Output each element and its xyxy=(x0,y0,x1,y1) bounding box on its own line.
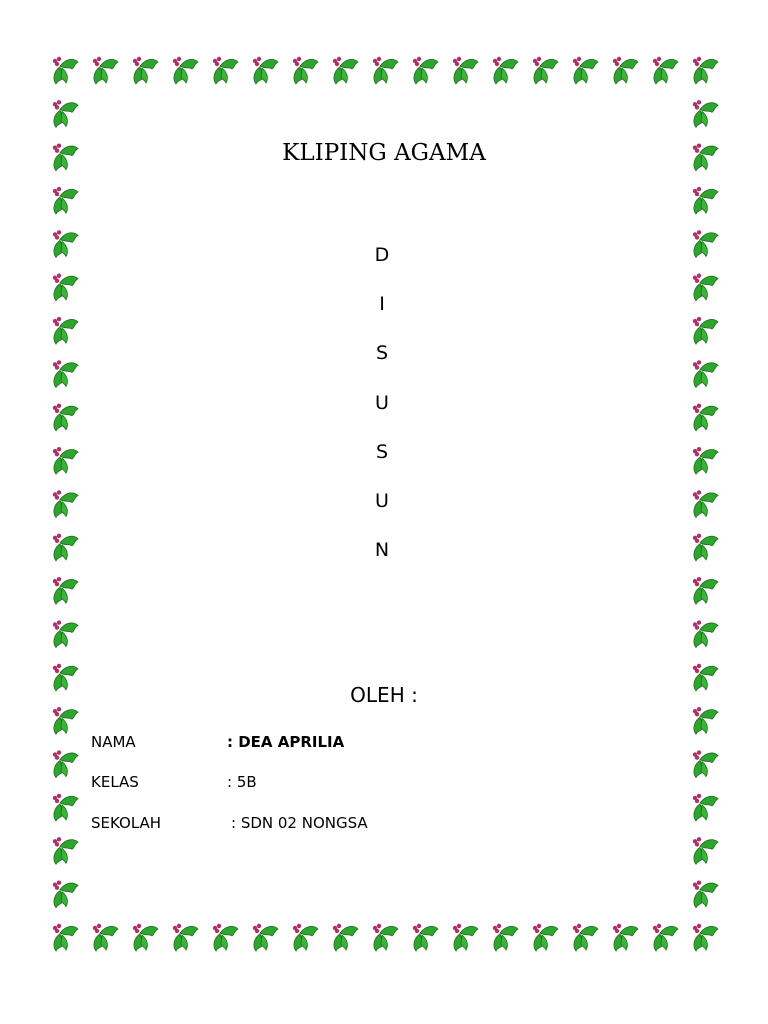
holly-motif xyxy=(213,924,238,951)
holly-motif xyxy=(93,924,118,951)
border-bottom xyxy=(53,924,718,951)
holly-motif xyxy=(53,447,78,474)
holly-motif xyxy=(173,924,198,951)
holly-motif xyxy=(693,794,718,821)
holly-motif xyxy=(93,57,118,84)
holly-motif xyxy=(693,100,718,127)
vertical-letter: S xyxy=(375,440,389,463)
holly-motif xyxy=(693,707,718,734)
border-right xyxy=(693,100,718,908)
holly-motif xyxy=(533,924,558,951)
holly-motif xyxy=(53,490,78,517)
border-left xyxy=(53,100,78,908)
holly-motif xyxy=(693,317,718,344)
holly-motif xyxy=(53,794,78,821)
info-label: SEKOLAH xyxy=(91,814,162,832)
holly-motif xyxy=(373,924,398,951)
holly-motif xyxy=(613,57,638,84)
holly-motif xyxy=(453,57,478,84)
vertical-letter: S xyxy=(375,342,389,365)
holly-motif xyxy=(653,924,678,951)
holly-motif xyxy=(693,404,718,431)
info-value: : SDN 02 NONGSA xyxy=(231,814,368,832)
holly-motif xyxy=(453,924,478,951)
holly-motif xyxy=(693,620,718,647)
holly-motif xyxy=(413,57,438,84)
holly-motif xyxy=(53,57,78,84)
holly-motif xyxy=(53,707,78,734)
holly-motif xyxy=(693,750,718,777)
holly-motif xyxy=(493,57,518,84)
holly-motif xyxy=(573,924,598,951)
holly-motif xyxy=(693,57,718,84)
vertical-letter: N xyxy=(374,539,390,562)
info-label: NAMA xyxy=(91,733,136,751)
holly-motif xyxy=(53,924,78,951)
info-value: : 5B xyxy=(227,773,257,791)
holly-motif xyxy=(693,230,718,257)
holly-motif xyxy=(53,534,78,561)
vertical-letter: U xyxy=(375,391,389,414)
holly-motif xyxy=(53,577,78,604)
holly-motif xyxy=(53,100,78,127)
vertical-letter: U xyxy=(375,489,389,512)
vertical-letter: D xyxy=(374,244,390,266)
holly-motif xyxy=(53,317,78,344)
holly-motif xyxy=(693,274,718,301)
holly-motif xyxy=(693,490,718,517)
holly-motif xyxy=(693,360,718,387)
holly-motif xyxy=(133,924,158,951)
holly-motif xyxy=(253,924,278,951)
holly-motif xyxy=(133,57,158,84)
holly-motif xyxy=(53,620,78,647)
holly-motif xyxy=(373,57,398,84)
holly-motif xyxy=(53,360,78,387)
oleh-heading: OLEH : xyxy=(350,683,418,707)
holly-motif xyxy=(53,187,78,214)
holly-motif xyxy=(53,230,78,257)
holly-motif xyxy=(333,57,358,84)
holly-motif xyxy=(293,924,318,951)
holly-motif xyxy=(53,750,78,777)
holly-motif xyxy=(53,837,78,864)
holly-motif xyxy=(173,57,198,84)
holly-motif xyxy=(333,924,358,951)
holly-motif xyxy=(613,924,638,951)
holly-motif xyxy=(213,57,238,84)
holly-motif xyxy=(53,274,78,301)
holly-motif xyxy=(693,924,718,951)
holly-motif xyxy=(573,57,598,84)
border-top xyxy=(53,57,718,84)
document-title: KLIPING AGAMA xyxy=(282,140,486,166)
holly-motif xyxy=(693,880,718,907)
holly-motif xyxy=(293,57,318,84)
holly-motif xyxy=(693,447,718,474)
holly-motif xyxy=(693,187,718,214)
holly-motif xyxy=(413,924,438,951)
holly-motif xyxy=(693,837,718,864)
holly-motif xyxy=(653,57,678,84)
vertical-word-disusun xyxy=(362,240,402,584)
vertical-letter: I xyxy=(379,293,385,316)
holly-motif xyxy=(53,880,78,907)
holly-motif xyxy=(53,404,78,431)
info-label: KELAS xyxy=(91,773,139,791)
holly-motif xyxy=(253,57,278,84)
holly-motif xyxy=(533,57,558,84)
holly-motif xyxy=(493,924,518,951)
holly-motif xyxy=(693,577,718,604)
info-value: : DEA APRILIA xyxy=(227,733,345,751)
holly-motif xyxy=(693,534,718,561)
